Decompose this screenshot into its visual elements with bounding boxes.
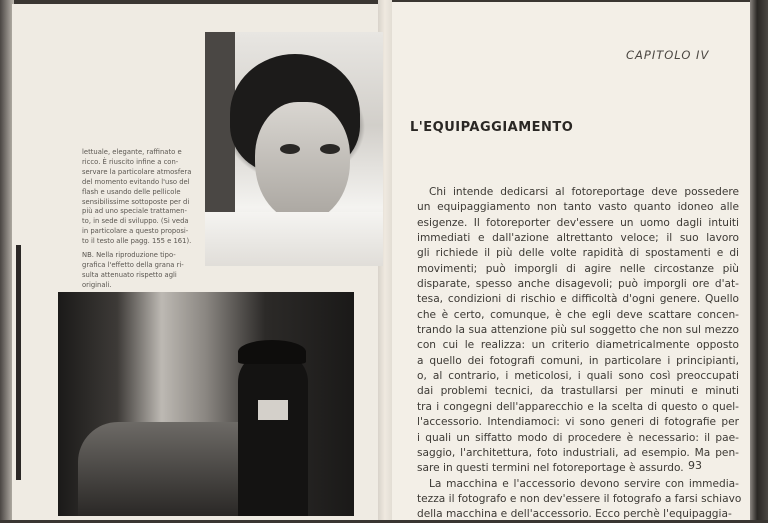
text-line: a quello dei fotografi comuni, in particolare i principianti, bbox=[417, 354, 739, 367]
text-line: gli richiede il più delle volte rapidità di spostamenti e di bbox=[417, 247, 739, 260]
caption-line: servare la particolare atmosfera bbox=[82, 167, 192, 176]
text-line: La macchina e l'accessorio devono servire con immedia- bbox=[429, 477, 739, 490]
chapter-heading: CAPITOLO IV bbox=[626, 48, 710, 62]
photo-face bbox=[255, 102, 350, 222]
note-line: originali. bbox=[82, 280, 112, 289]
text-line: trando la sua attenzione più sul soggetto che non sul mezzo bbox=[417, 324, 739, 337]
text-line: tezza il fotografo e non dev'essere il fotografo a farsi schiavo bbox=[417, 492, 742, 505]
text-line: i quali un siffatto modo di procedere è necessario: il pae- bbox=[417, 431, 739, 444]
text-line: con cui le realizza: un criterio diametricalmente opposto bbox=[417, 339, 739, 352]
photo-eye bbox=[320, 144, 340, 154]
photo-eye bbox=[280, 144, 300, 154]
text-line: movimenti; può imporgli di agire nelle circostanze più bbox=[417, 262, 739, 275]
note-line: sulta attenuato rispetto agli bbox=[82, 270, 177, 279]
caption-line: lettuale, elegante, raffinato e bbox=[82, 148, 182, 156]
caption-line: più ad uno speciale trattamen- bbox=[82, 207, 187, 216]
text-line: dai problemi tecnici, da trastullarsi per minuti e minuti bbox=[417, 385, 739, 398]
text-line: della macchina e dell'accessorio. Ecco perchè l'equipaggia- bbox=[417, 508, 732, 521]
section-title: L'EQUIPAGGIAMENTO bbox=[410, 120, 574, 135]
page-number: 93 bbox=[688, 459, 702, 472]
photo-fur-collar bbox=[205, 212, 383, 266]
text-line: tra i congegni dell'apparecchio e la scelta di questo o quel- bbox=[417, 400, 739, 413]
text-line: l'accessorio. Intendiamoci: vi sono generi di fotografie per bbox=[417, 416, 739, 429]
note-line: grafica l'effetto della grana ri- bbox=[82, 260, 184, 269]
note-line: NB. Nella riproduzione tipo- bbox=[82, 251, 176, 260]
text-line: o, al contrario, i meticolosi, i quali sono così preoccupati bbox=[417, 370, 739, 383]
text-line: che è certo, comunque, è che egli deve scattare concen- bbox=[417, 308, 739, 321]
book-edge-right bbox=[750, 0, 768, 520]
text-line: tesa, condizioni di rischio e difficoltà d'ogni genere. Quello bbox=[417, 293, 739, 306]
portrait-photo bbox=[205, 32, 383, 266]
caption-line: to, in sede di sviluppo. (Si veda bbox=[82, 217, 189, 226]
caption-line: flash e usando delle pellicole bbox=[82, 187, 181, 196]
photo-collar bbox=[258, 400, 288, 420]
text-line: saggio, l'architettura, foto industriali, ad esempio. Ma pen- bbox=[417, 446, 739, 459]
text-line: esigenze. Il fotoreporter dev'essere un uomo dagli intuiti bbox=[417, 216, 739, 229]
caption-line: ricco. È riuscito infine a con- bbox=[82, 157, 179, 166]
text-line: sare in questi termini nel fotoreportage è assurdo. bbox=[417, 462, 684, 475]
text-line: un equipaggiamento non tanto vasto quanto idoneo alle bbox=[417, 201, 739, 214]
margin-bar bbox=[16, 245, 21, 480]
text-line: disparate, spesso anche disagevoli; può imporgli ore d'at- bbox=[417, 278, 739, 291]
caption-line: to il testo alle pagg. 155 e 161). bbox=[82, 237, 192, 246]
caption-line: in particolare a questo proposi- bbox=[82, 227, 189, 236]
text-line: Chi intende dedicarsi al fotoreportage deve possedere bbox=[429, 186, 739, 198]
caption-line: del momento evitando l'uso del bbox=[82, 177, 190, 186]
text-line: immediati e dall'azione altrettanto veloce; il suo lavoro bbox=[417, 232, 739, 245]
street-photo bbox=[58, 292, 354, 516]
caption-line: sensibilissime sottoposte per di bbox=[82, 197, 190, 206]
photo-caption bbox=[82, 148, 200, 291]
photo-man bbox=[238, 352, 308, 516]
photo-man-hat bbox=[238, 340, 306, 364]
